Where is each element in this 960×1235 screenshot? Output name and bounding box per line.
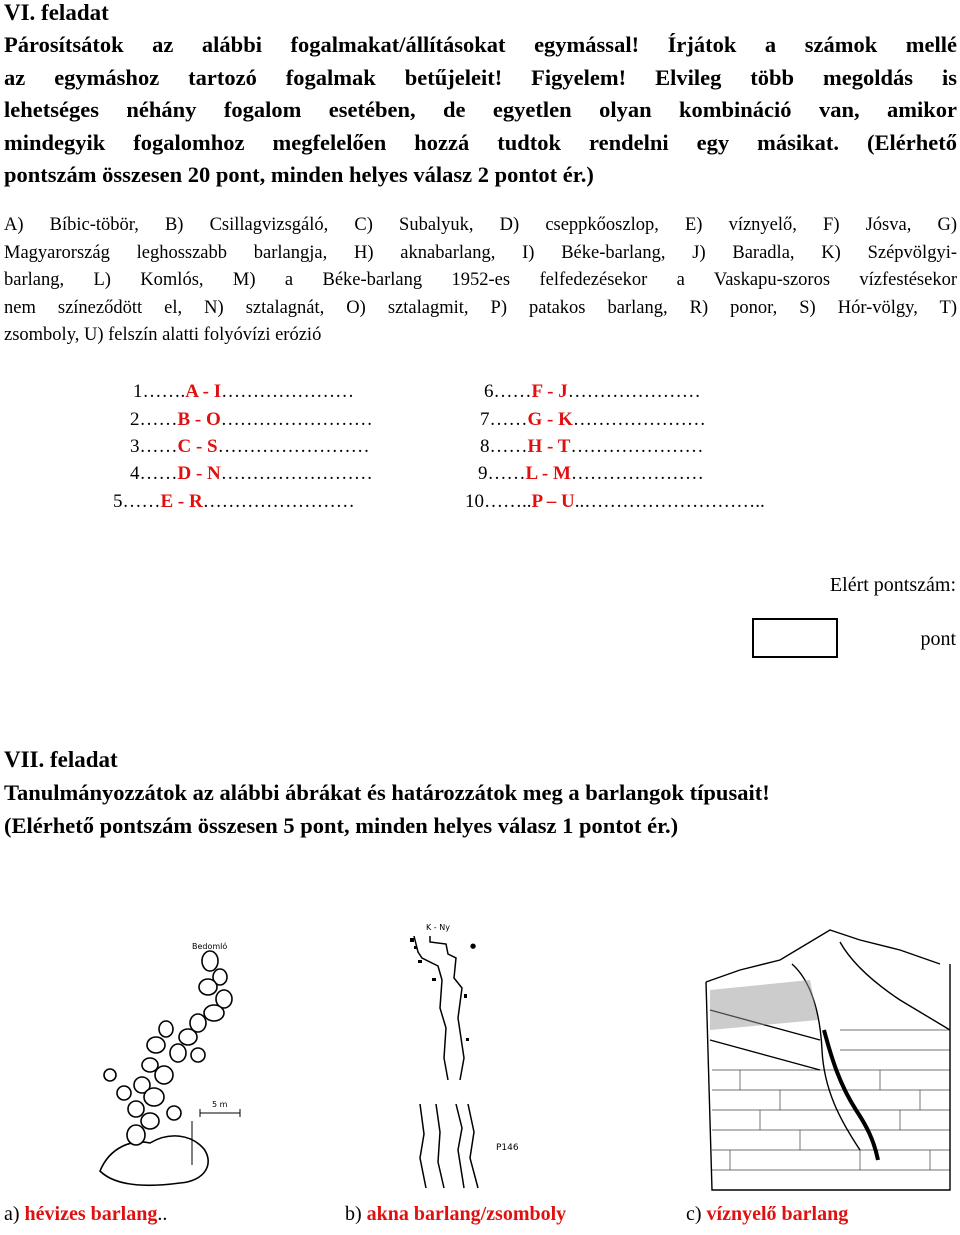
answer-line-9: 9……L - M………………… (478, 463, 704, 484)
answer-line-10: 10……..P – U..……………………….. (465, 491, 765, 512)
score-unit: pont (920, 628, 956, 650)
task6-instruction-line: az egymáshoz tartozó fogalmak betűjeleit! Figyelem! Elvileg több megoldás is (4, 64, 957, 90)
task6-title: VI. feladat (4, 0, 109, 25)
task6-instruction-line: lehetséges néhány fogalom esetében, de egyetlen olyan kombináció van, amikor (4, 97, 957, 122)
task6-instruction-line: Párosítsátok az alábbi fogalmakat/állításokat egymással! Írjátok a számok mellé (4, 32, 957, 57)
concept-list-line: Magyarország leghosszabb barlangja, H) aknabarlang, I) Béke-barlang, J) Baradla, K) Szépvölgyi- (4, 242, 957, 263)
task6-instructions (4, 29, 957, 192)
answer-c: c) víznyelő barlang (686, 1203, 849, 1225)
task7-instruction-line: (Elérhető pontszám összesen 5 pont, minden helyes válasz 1 pontot ér.) (4, 812, 679, 838)
task6-instruction-line: pontszám összesen 20 pont, minden helyes válasz 2 pontot ér.) (4, 162, 594, 187)
answer-line-8: 8……H - T………………… (480, 436, 704, 457)
figure-shaft-cave (408, 918, 558, 1193)
answer-line-2: 2……B - O…………………… (130, 409, 373, 430)
answer-b: b) akna barlang/zsomboly (345, 1203, 567, 1225)
task6-instruction-line: mindegyik fogalomhoz megfelelően hozzá tudtok rendelni egy másikat. (Elérhető (4, 129, 957, 155)
answer-line-1: 1…….A - I………………… (133, 381, 355, 402)
answer-line-4: 4……D - N…………………… (130, 463, 373, 484)
figure-scale-label: 5 m (212, 1100, 228, 1109)
concept-list (4, 212, 957, 350)
answer-line-5: 5……E - R…………………… (113, 491, 355, 512)
concept-list-line: A) Bíbic-töbör, B) Csillagvizsgáló, C) Subalyuk, D) cseppkőoszlop, E) víznyelő, F) Jósva, G) (4, 215, 957, 235)
answer-line-7: 7……G - K………………… (480, 409, 706, 430)
figure-sinkhole-cave (700, 920, 955, 1195)
task7-title: VII. feladat (4, 747, 118, 772)
figure-code-label: P146 (496, 1143, 519, 1153)
answer-line-6: 6……F - J………………… (484, 381, 701, 402)
score-input-box[interactable] (752, 618, 838, 658)
task7-instructions (4, 777, 959, 842)
figure-label-direction: K - Ny (426, 923, 450, 932)
score-label: Elért pontszám: (829, 574, 956, 596)
figure-label-top: Bedomló (192, 942, 228, 951)
concept-list-line: zsomboly, U) felszín alatti folyóvízi erózió (4, 325, 322, 345)
answer-a: a) hévizes barlang.. (4, 1203, 168, 1225)
concept-list-line: nem színeződött el, N) sztalagnát, O) sztalagmit, P) patakos barlang, R) ponor, S) Hór-völgy, T) (4, 297, 957, 318)
concept-list-line: barlang, L) Komlós, M) a Béke-barlang 1952-es felfedezésekor a Vaskapu-szoros vízfestésekor (4, 270, 957, 290)
svg-text:●: ● (470, 942, 477, 950)
task7-instruction-line: Tanulmányozzátok az alábbi ábrákat és határozzátok meg a barlangok típusait! (4, 780, 770, 805)
figure-thermal-cave (80, 925, 270, 1195)
answer-line-3: 3……C - S…………………… (130, 436, 370, 457)
